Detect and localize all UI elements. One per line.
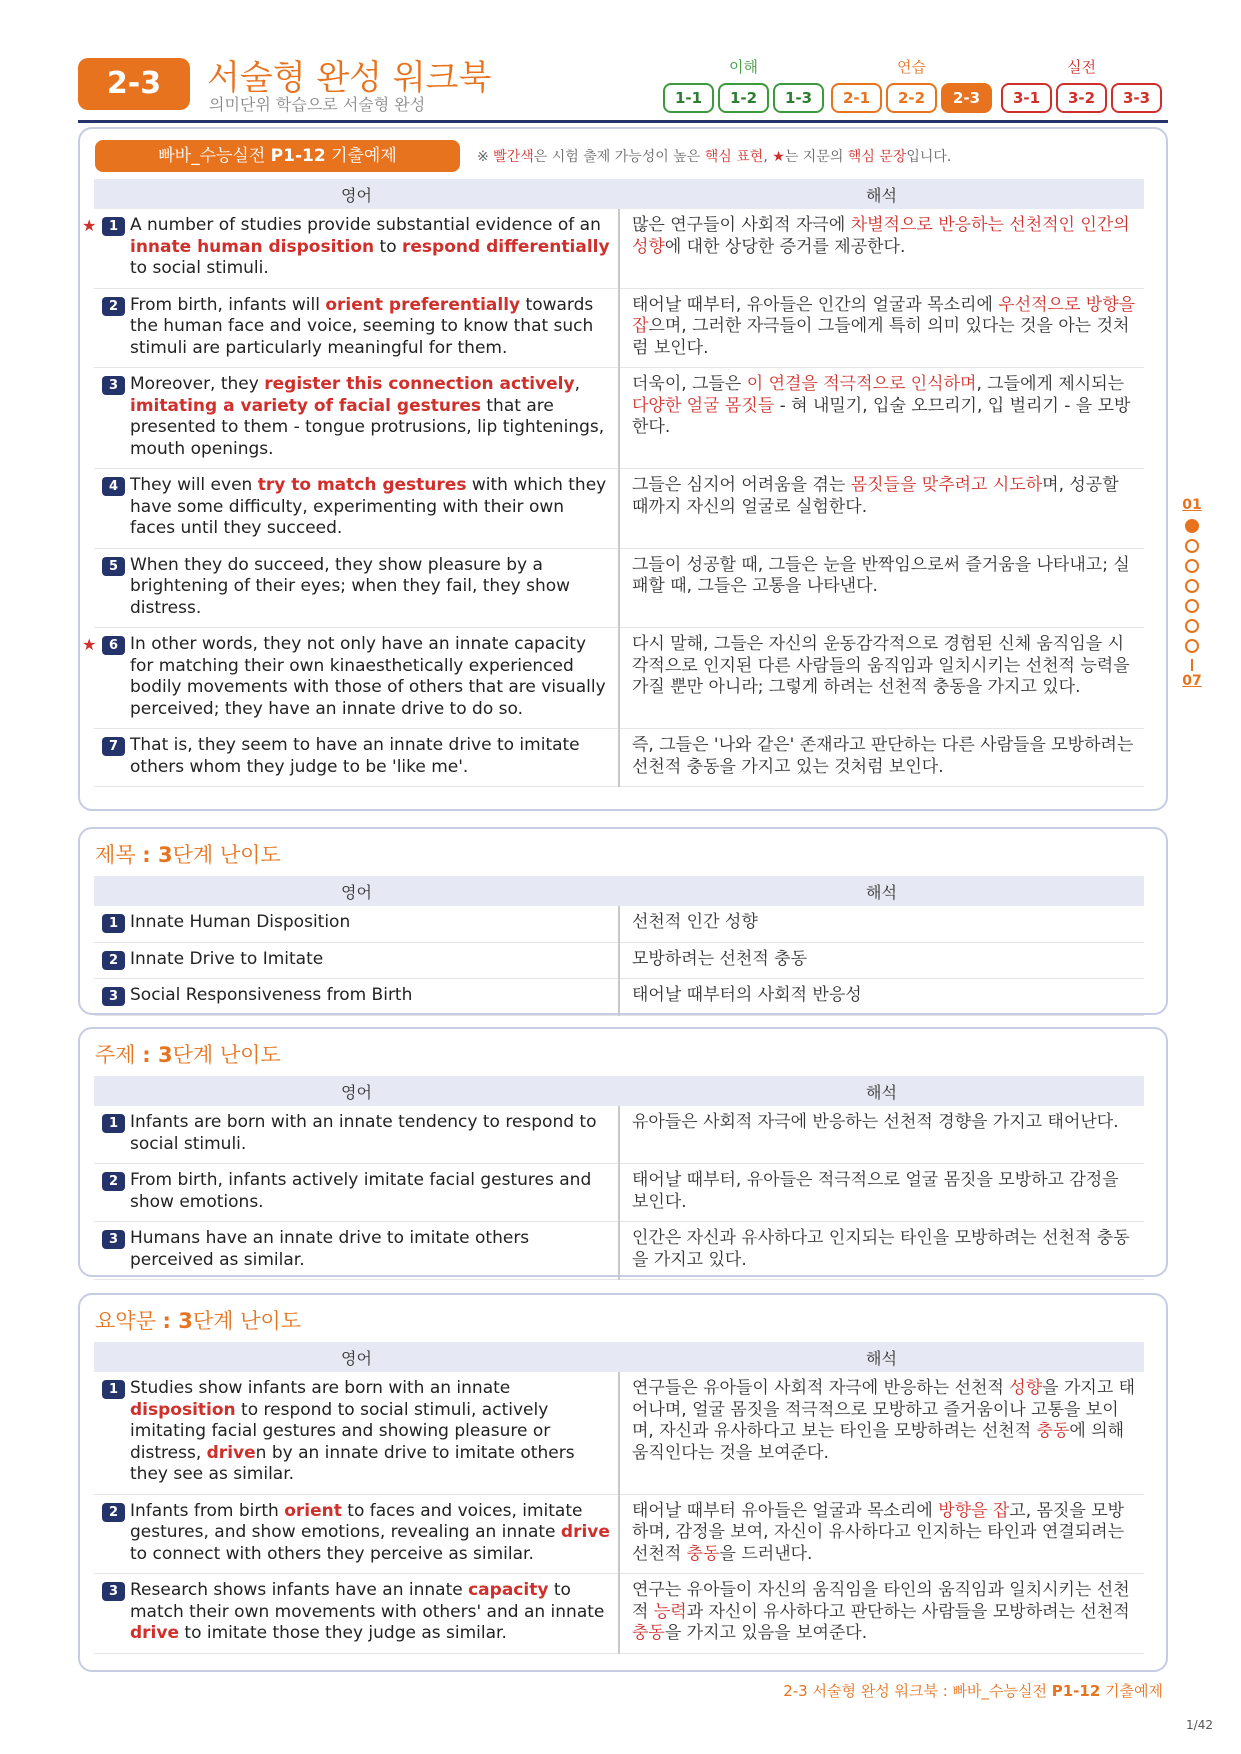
table-row <box>94 288 1144 368</box>
column-header-english: 영어 <box>94 876 619 906</box>
column-header-korean: 해석 <box>619 1342 1144 1372</box>
table-row <box>94 1574 1144 1654</box>
theme-box <box>78 1027 1168 1277</box>
text-segment: 연구들은 유아들이 사회적 자극에 반응하는 선천적 <box>632 1378 1010 1398</box>
text-segment: 태어날 때부터의 사회적 반응성 <box>632 985 862 1005</box>
key-expression: 이 연결을 적극적으로 인식하며 <box>746 374 977 394</box>
text-segment: 으며, 그러한 자극들이 그들에게 특히 의미 있다는 것을 아는 것처럼 보인다. <box>632 316 1130 358</box>
table-row <box>94 548 1144 628</box>
key-expression: innate human disposition <box>130 236 375 257</box>
text-segment: that are presented to them - tongue protrusions, lip tightenings, mouth openings. <box>130 395 605 459</box>
korean-cell <box>619 906 1144 942</box>
section-title: 주제 : 3단계 난이도 <box>95 1043 281 1067</box>
text-segment: to match their own movements with others' and an innate <box>130 1580 605 1622</box>
stage-button-3-1[interactable]: 3-1 <box>1001 83 1052 113</box>
column-header-korean: 해석 <box>619 1076 1144 1106</box>
row-number-badge: 1 <box>102 1114 125 1133</box>
page-dot-icon[interactable] <box>1185 639 1199 653</box>
row-number-badge: 7 <box>102 737 125 756</box>
stage-label: 이해 <box>729 58 758 76</box>
text-segment: 연구는 유아들이 자신의 움직임을 타인의 움직임과 일치시키는 선천적 <box>632 1580 1130 1622</box>
stage-label: 실전 <box>1067 58 1096 76</box>
korean-cell <box>619 1106 1144 1164</box>
row-number-badge: 1 <box>102 217 125 236</box>
english-cell <box>94 1574 619 1654</box>
page-title: 서술형 완성 워크북 <box>207 58 492 98</box>
page-number: 1/42 <box>1186 1718 1213 1732</box>
key-expression: 능력 <box>653 1601 687 1622</box>
korean-cell <box>619 288 1144 368</box>
table-row <box>94 906 1144 942</box>
key-expression: try to match gestures <box>257 475 467 495</box>
text-segment: 며, 성공할 때까지 자신의 얼굴로 실험한다. <box>632 475 1119 517</box>
passage-table <box>82 179 1144 787</box>
text-segment: They will even <box>130 475 258 495</box>
table-row <box>94 469 1144 549</box>
english-cell <box>94 942 619 979</box>
row-number-badge: 3 <box>102 1230 125 1249</box>
theme-table <box>94 1076 1144 1280</box>
key-expression: 차별적으로 반응하는 선천적인 인간의 성향 <box>632 215 1130 257</box>
english-cell <box>94 1164 619 1222</box>
section-title: 요약문 : 3단계 난이도 <box>95 1309 301 1333</box>
stage-group-practice <box>831 56 992 113</box>
text-segment: 모방하려는 선천적 충동 <box>632 948 808 969</box>
column-header-english: 영어 <box>94 179 619 209</box>
row-number-badge: 3 <box>102 987 125 1006</box>
text-segment: 과 자신이 유사하다고 판단하는 사람들을 모방하려는 선천적 <box>686 1601 1130 1622</box>
text-segment: 태어날 때부터 유아들은 얼굴과 목소리에 <box>632 1500 939 1521</box>
korean-cell <box>619 368 1144 469</box>
key-sentence-star-icon: ★ <box>82 216 97 235</box>
text-segment: to social stimuli. <box>130 258 269 278</box>
text-segment: with which they have some difficulty, experimenting with their own faces until they succeed. <box>130 475 607 538</box>
korean-cell <box>619 942 1144 979</box>
key-expression: 다양한 얼굴 몸짓들 <box>632 395 775 416</box>
row-number-badge: 3 <box>102 376 125 395</box>
key-expression: 방향을 잡 <box>938 1500 1010 1521</box>
key-sentence-star-icon: ★ <box>82 635 97 654</box>
text-segment: 을 가지고 있음을 보여준다. <box>664 1623 868 1643</box>
text-segment: Innate Human Disposition <box>130 912 351 932</box>
column-header-english: 영어 <box>94 1076 619 1106</box>
stage-label: 연습 <box>897 58 926 76</box>
title-box <box>78 827 1168 1015</box>
stage-button-1-2[interactable]: 1-2 <box>718 83 769 113</box>
text-segment: to <box>374 236 403 257</box>
column-header-english: 영어 <box>94 1342 619 1372</box>
korean-cell <box>619 469 1144 549</box>
text-segment: A number of studies provide substantial evidence of an <box>130 215 601 235</box>
row-number-badge: 4 <box>102 477 125 496</box>
stage-button-3-2[interactable]: 3-2 <box>1056 83 1107 113</box>
text-segment: Research shows infants have an innate <box>130 1580 469 1600</box>
stage-button-2-2[interactable]: 2-2 <box>886 83 937 113</box>
row-number-badge: 1 <box>102 914 125 933</box>
stage-button-2-3[interactable]: 2-3 <box>941 83 992 113</box>
key-expression: drive <box>206 1442 256 1463</box>
key-expression: 충동 <box>632 1623 665 1643</box>
korean-cell <box>619 628 1144 729</box>
stage-group-understand <box>663 56 824 113</box>
key-expression: 우선적으로 방향을 잡 <box>632 294 1136 336</box>
key-expression: drive <box>560 1522 610 1542</box>
column-header-korean: 해석 <box>619 876 1144 906</box>
nav-end-label: 07 <box>1182 673 1202 689</box>
english-cell <box>94 1106 619 1164</box>
text-segment: 더욱이, 그들은 <box>632 374 747 394</box>
footer-caption: 2-3 서술형 완성 워크북 : 빠바_수능실전 P1-12 기출예제 <box>783 1682 1163 1700</box>
text-segment: 그들은 심지어 어려움을 겪는 <box>632 475 851 495</box>
row-number-badge: 3 <box>102 1582 125 1601</box>
key-expression: imitating a variety of facial gestures <box>130 395 481 416</box>
page-subtitle: 의미단위 학습으로 서술형 완성 <box>209 95 426 114</box>
text-segment: Infants from birth <box>130 1500 285 1521</box>
text-segment: 다시 말해, 그들은 자신의 운동감각적으로 경험된 신체 움직임을 시각적으로 인지된 다른 사람들의 움직임과 일치시키는 선천적 능력을 가질 뿐만 아니라; 그렇게 하려는 선천적 충동을 가지고 있다. <box>632 634 1130 697</box>
row-number-badge: 1 <box>102 1380 125 1399</box>
table-row <box>94 368 1144 469</box>
row-number-badge: 2 <box>102 297 125 316</box>
row-number-badge: 5 <box>102 557 125 576</box>
text-segment: n by an innate drive to imitate others they see as similar. <box>130 1442 575 1484</box>
english-cell <box>94 469 619 549</box>
text-segment: 인간은 자신과 유사하다고 인지되는 타인을 모방하려는 선천적 충동을 가지고 있다. <box>632 1228 1130 1270</box>
korean-cell <box>619 979 1144 1016</box>
key-expression: capacity <box>468 1580 549 1600</box>
page-dot-icon[interactable] <box>1185 539 1199 553</box>
column-header-korean: 해석 <box>619 179 1144 209</box>
text-segment: to connect with others they perceive as similar. <box>130 1543 534 1564</box>
text-segment: Moreover, they <box>130 374 265 394</box>
key-expression: respond differentially <box>402 236 610 257</box>
table-row <box>94 1222 1144 1280</box>
text-segment: 고, 몸짓을 모방하며, 감정을 보여, 자신이 유사하다고 인지하는 타인과 연결되려는 선천적 <box>632 1500 1125 1564</box>
korean-cell <box>619 1164 1144 1222</box>
text-segment: Studies show infants are born with an innate <box>130 1378 511 1398</box>
nav-start-label: 01 <box>1182 497 1202 513</box>
table-row <box>94 1164 1144 1222</box>
korean-cell <box>619 548 1144 628</box>
text-segment: 에 의해 움직인다는 것을 보여준다. <box>632 1421 1125 1463</box>
english-cell <box>94 1494 619 1574</box>
english-cell <box>94 368 619 469</box>
key-expression: orient preferentially <box>325 294 521 315</box>
page-dot-icon[interactable] <box>1185 519 1199 533</box>
stage-group-real <box>1001 56 1162 113</box>
legend-note: ※ 빨간색은 시험 출제 가능성이 높은 핵심 표현, ★는 지문의 핵심 문장입니다. <box>477 149 952 165</box>
page-dot-icon[interactable] <box>1185 599 1199 613</box>
korean-cell <box>619 1494 1144 1574</box>
english-cell <box>94 548 619 628</box>
english-cell <box>82 628 619 729</box>
stage-button-1-1[interactable]: 1-1 <box>663 83 714 113</box>
summary-box <box>78 1293 1168 1672</box>
table-row <box>94 628 1144 729</box>
text-segment: 태어날 때부터, 유아들은 인간의 얼굴과 목소리에 <box>632 294 999 315</box>
text-segment: 그들이 성공할 때, 그들은 눈을 반짝임으로써 즐거움을 나타내고; 실패할 때, 그들은 고통을 나타낸다. <box>632 554 1130 596</box>
table-row <box>94 1494 1144 1574</box>
text-segment: 을 가지고 태어나며, 얼굴 몸짓을 적극적으로 모방하고 즐거움이나 고통을 보이며, 자신과 유사하다고 보는 타인을 모방하려는 선천적 <box>632 1378 1136 1441</box>
text-segment: , <box>574 374 580 394</box>
text-segment: 즉, 그들은 '나와 같은' 존재라고 판단하는 다른 사람들을 모방하려는 선천적 충동을 가지고 있는 것처럼 보인다. <box>632 735 1134 777</box>
row-number-badge: 2 <box>102 1172 125 1191</box>
korean-cell <box>619 1574 1144 1654</box>
text-segment: 에 대한 상당한 증거를 제공한다. <box>664 236 906 257</box>
text-segment: 선천적 인간 성향 <box>632 912 758 932</box>
row-number-badge: 2 <box>102 951 125 970</box>
header-divider <box>78 120 1168 123</box>
text-segment: 많은 연구들이 사회적 자극에 <box>632 215 851 235</box>
stage-button-1-3[interactable]: 1-3 <box>773 83 824 113</box>
stage-button-2-1[interactable]: 2-1 <box>831 83 882 113</box>
key-expression: 성향 <box>1009 1378 1043 1398</box>
korean-cell <box>619 209 1144 288</box>
text-segment: to faces and voices, imitate gestures, and show emotions, revealing an innate <box>130 1500 583 1542</box>
text-segment: When they do succeed, they show pleasure by a brightening of their eyes; when they fail, they show distress. <box>130 554 571 618</box>
text-segment: 유아들은 사회적 자극에 반응하는 선천적 경향을 가지고 태어난다. <box>632 1112 1119 1132</box>
english-cell <box>82 209 619 288</box>
source-tag: 빠바_수능실전 P1-12 기출예제 <box>95 140 460 172</box>
text-segment: From birth, infants will <box>130 294 326 315</box>
page-navigator <box>1178 497 1206 689</box>
english-cell <box>94 729 619 787</box>
unit-badge: 2-3 <box>78 58 190 110</box>
table-row <box>94 1106 1144 1164</box>
table-row <box>94 942 1144 979</box>
table-row <box>94 1372 1144 1494</box>
text-segment: to imitate those they judge as similar. <box>179 1623 507 1643</box>
text-segment: , 그들에게 제시되는 <box>976 374 1125 394</box>
english-cell <box>94 1222 619 1280</box>
english-cell <box>94 906 619 942</box>
stage-button-3-3[interactable]: 3-3 <box>1111 83 1162 113</box>
english-cell <box>94 1372 619 1494</box>
korean-cell <box>619 1372 1144 1494</box>
english-cell <box>94 288 619 368</box>
section-title: 제목 : 3단계 난이도 <box>95 843 281 867</box>
title-table <box>94 876 1144 1016</box>
page-dot-icon[interactable] <box>1185 619 1199 633</box>
nav-divider <box>1191 659 1193 671</box>
text-segment: Innate Drive to Imitate <box>130 948 324 969</box>
english-cell <box>94 979 619 1016</box>
row-number-badge: 6 <box>102 636 125 655</box>
page-dot-icon[interactable] <box>1185 559 1199 573</box>
text-segment: Humans have an innate drive to imitate others perceived as similar. <box>130 1228 530 1270</box>
key-expression: register this connection actively <box>264 374 575 394</box>
key-expression: 충동 <box>686 1543 720 1564</box>
text-segment: towards the human face and voice, seeming to know that such stimuli are particularly meaningful for them. <box>130 294 594 358</box>
text-segment: From birth, infants actively imitate facial gestures and show emotions. <box>130 1170 592 1212</box>
key-expression: orient <box>284 1500 342 1521</box>
passage-box <box>78 127 1168 811</box>
text-segment: That is, they seem to have an innate drive to imitate others whom they judge to be 'like me'. <box>130 735 580 777</box>
summary-table <box>94 1342 1144 1654</box>
text-segment: to respond to social stimuli, actively imitating facial gestures and showing pleasure or distress, <box>130 1399 551 1463</box>
text-segment: Social Responsiveness from Birth <box>130 985 413 1005</box>
key-expression: drive <box>130 1623 179 1643</box>
row-number-badge: 2 <box>102 1503 125 1522</box>
page-dot-icon[interactable] <box>1185 579 1199 593</box>
text-segment: - 혀 내밀기, 입술 오므리기, 입 벌리기 - 을 모방한다. <box>632 395 1131 437</box>
korean-cell <box>619 729 1144 787</box>
key-expression: 몸짓들을 맞추려고 시도하 <box>850 475 1043 495</box>
text-segment: Infants are born with an innate tendency to respond to social stimuli. <box>130 1112 597 1154</box>
korean-cell <box>619 1222 1144 1280</box>
text-segment: 태어날 때부터, 유아들은 적극적으로 얼굴 몸짓을 모방하고 감정을 보인다. <box>632 1170 1119 1212</box>
text-segment: 을 드러낸다. <box>719 1543 813 1564</box>
table-row <box>94 209 1144 288</box>
key-expression: 충동 <box>1036 1421 1070 1441</box>
key-expression: disposition <box>130 1399 236 1420</box>
table-row <box>94 729 1144 787</box>
table-row <box>94 979 1144 1016</box>
text-segment: In other words, they not only have an innate capacity for matching their own kinaesthetically experienced bodily movements with those of others that are visually perceived; they have an innate drive to do so. <box>130 634 606 719</box>
